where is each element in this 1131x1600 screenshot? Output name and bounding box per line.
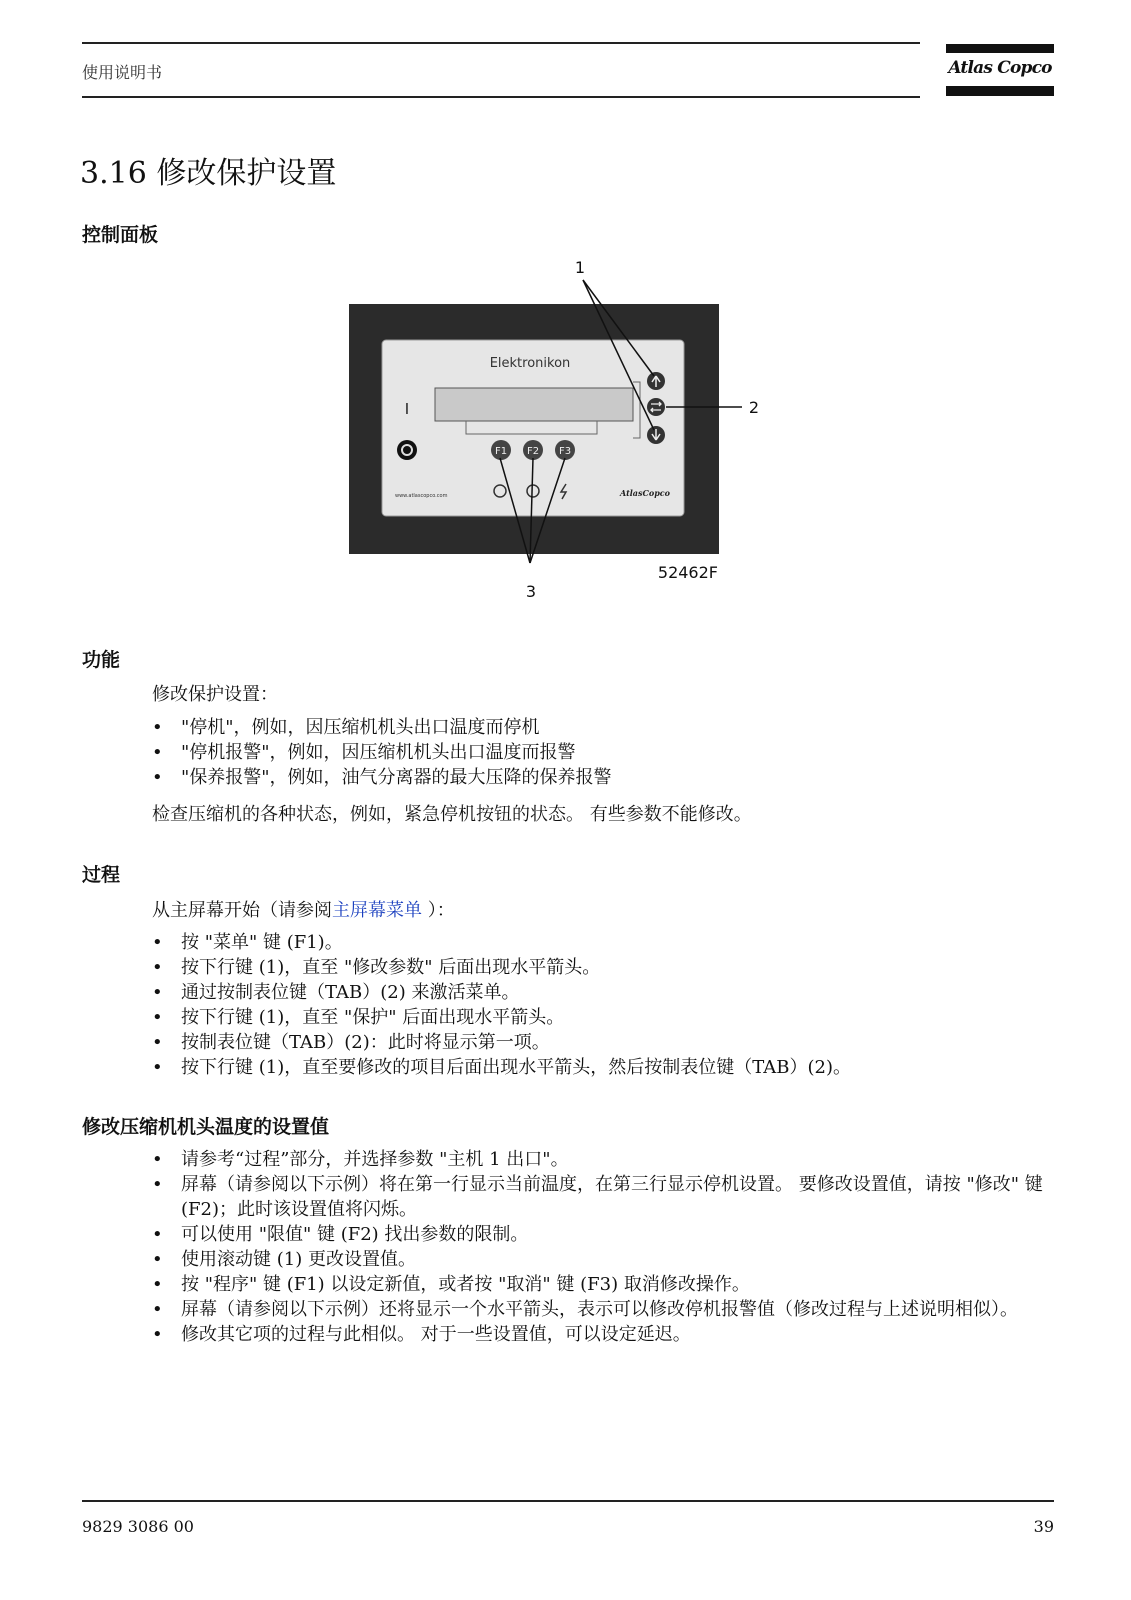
tab-key (647, 398, 665, 416)
callout-3: 3 (525, 582, 537, 601)
procedure-intro (152, 896, 455, 922)
procedure-list (152, 930, 1062, 1080)
list-item: • 请参考“过程”部分，并选择参数 "主机 1 出口"。 (152, 1147, 1062, 1172)
heading-procedure: 过程 (82, 864, 121, 886)
list-item: • 按下行键 (1)，直至要修改的项目后面出现水平箭头，然后按制表位键（TAB）(2)。 (152, 1055, 1062, 1080)
header-top-rule (82, 42, 920, 44)
function-intro: 修改保护设置： (152, 684, 278, 705)
main-screen-menu-link[interactable]: 主屏幕菜单 (332, 900, 422, 921)
list-item: • "停机报警"，例如，因压缩机机头出口温度而报警 (152, 740, 1062, 765)
panel-display (435, 388, 633, 421)
header-bottom-rule (82, 96, 920, 98)
function-list (152, 715, 1062, 790)
list-item: • 屏幕（请参阅以下示例）将在第一行显示当前温度，在第三行显示停机设置。 要修改设置值，请按 "修改" 键 (F2)；此时该设置值将闪烁。 (152, 1172, 1062, 1222)
modify-temp-list (152, 1147, 1062, 1347)
f1-key-label: F1 (494, 446, 508, 457)
footer-doc-number: 9829 3086 00 (82, 1517, 194, 1536)
list-item: • 按制表位键（TAB）(2)：此时将显示第一项。 (152, 1030, 1062, 1055)
procedure-intro-text: 从主屏幕开始（请参阅 (152, 900, 332, 921)
brand-name: Atlas Copco (948, 58, 1052, 78)
atlas-copco-logo (946, 44, 1054, 98)
control-panel-figure (340, 260, 800, 620)
footer-rule (82, 1500, 1054, 1502)
footer-page-number: 39 (1033, 1517, 1054, 1536)
heading-function: 功能 (82, 649, 121, 671)
list-item: • 按下行键 (1)，直至 "保护" 后面出现水平箭头。 (152, 1005, 1062, 1030)
f3-key-label: F3 (558, 446, 572, 457)
page-title: 3.16 修改保护设置 (80, 156, 337, 191)
list-item: • 按 "菜单" 键 (F1)。 (152, 930, 1062, 955)
list-item: • 修改其它项的过程与此相似。 对于一些设置值，可以设定延迟。 (152, 1322, 1062, 1347)
list-item: • "停机"，例如，因压缩机机头出口温度而停机 (152, 715, 1062, 740)
procedure-intro-end: ）： (422, 900, 455, 921)
list-item: • 可以使用 "限值" 键 (F2) 找出参数的限制。 (152, 1222, 1062, 1247)
list-item: • 按 "程序" 键 (F1) 以设定新值，或者按 "取消" 键 (F3) 取消修改操作。 (152, 1272, 1062, 1297)
heading-modify-temp: 修改压缩机机头温度的设置值 (82, 1116, 330, 1138)
panel-url: www.atlascopco.com (395, 493, 448, 499)
list-item: • "保养报警"，例如，油气分离器的最大压降的保养报警 (152, 765, 1062, 790)
header-doc-label: 使用说明书 (82, 63, 163, 82)
f2-key-label: F2 (526, 446, 540, 457)
start-key-label: I (404, 400, 410, 418)
list-item: • 按下行键 (1)，直至 "修改参数" 后面出现水平箭头。 (152, 955, 1062, 980)
stop-button-icon (397, 440, 417, 460)
list-item: • 屏幕（请参阅以下示例）还将显示一个水平箭头，表示可以修改停机报警值（修改过程与上述说明相似）。 (152, 1297, 1062, 1322)
figure-id: 52462F (657, 563, 718, 582)
list-item: • 使用滚动键 (1) 更改设置值。 (152, 1247, 1062, 1272)
list-item: • 通过按制表位键（TAB）(2) 来激活菜单。 (152, 980, 1062, 1005)
callout-2: 2 (748, 398, 760, 417)
panel-brand-text: Elektronikon (489, 356, 571, 371)
heading-control-panel: 控制面板 (82, 224, 159, 246)
function-note: 检查压缩机的各种状态，例如，紧急停机按钮的状态。 有些参数不能修改。 (152, 804, 752, 825)
callout-1: 1 (574, 260, 586, 277)
panel-logo: AtlasCopco (620, 488, 670, 498)
